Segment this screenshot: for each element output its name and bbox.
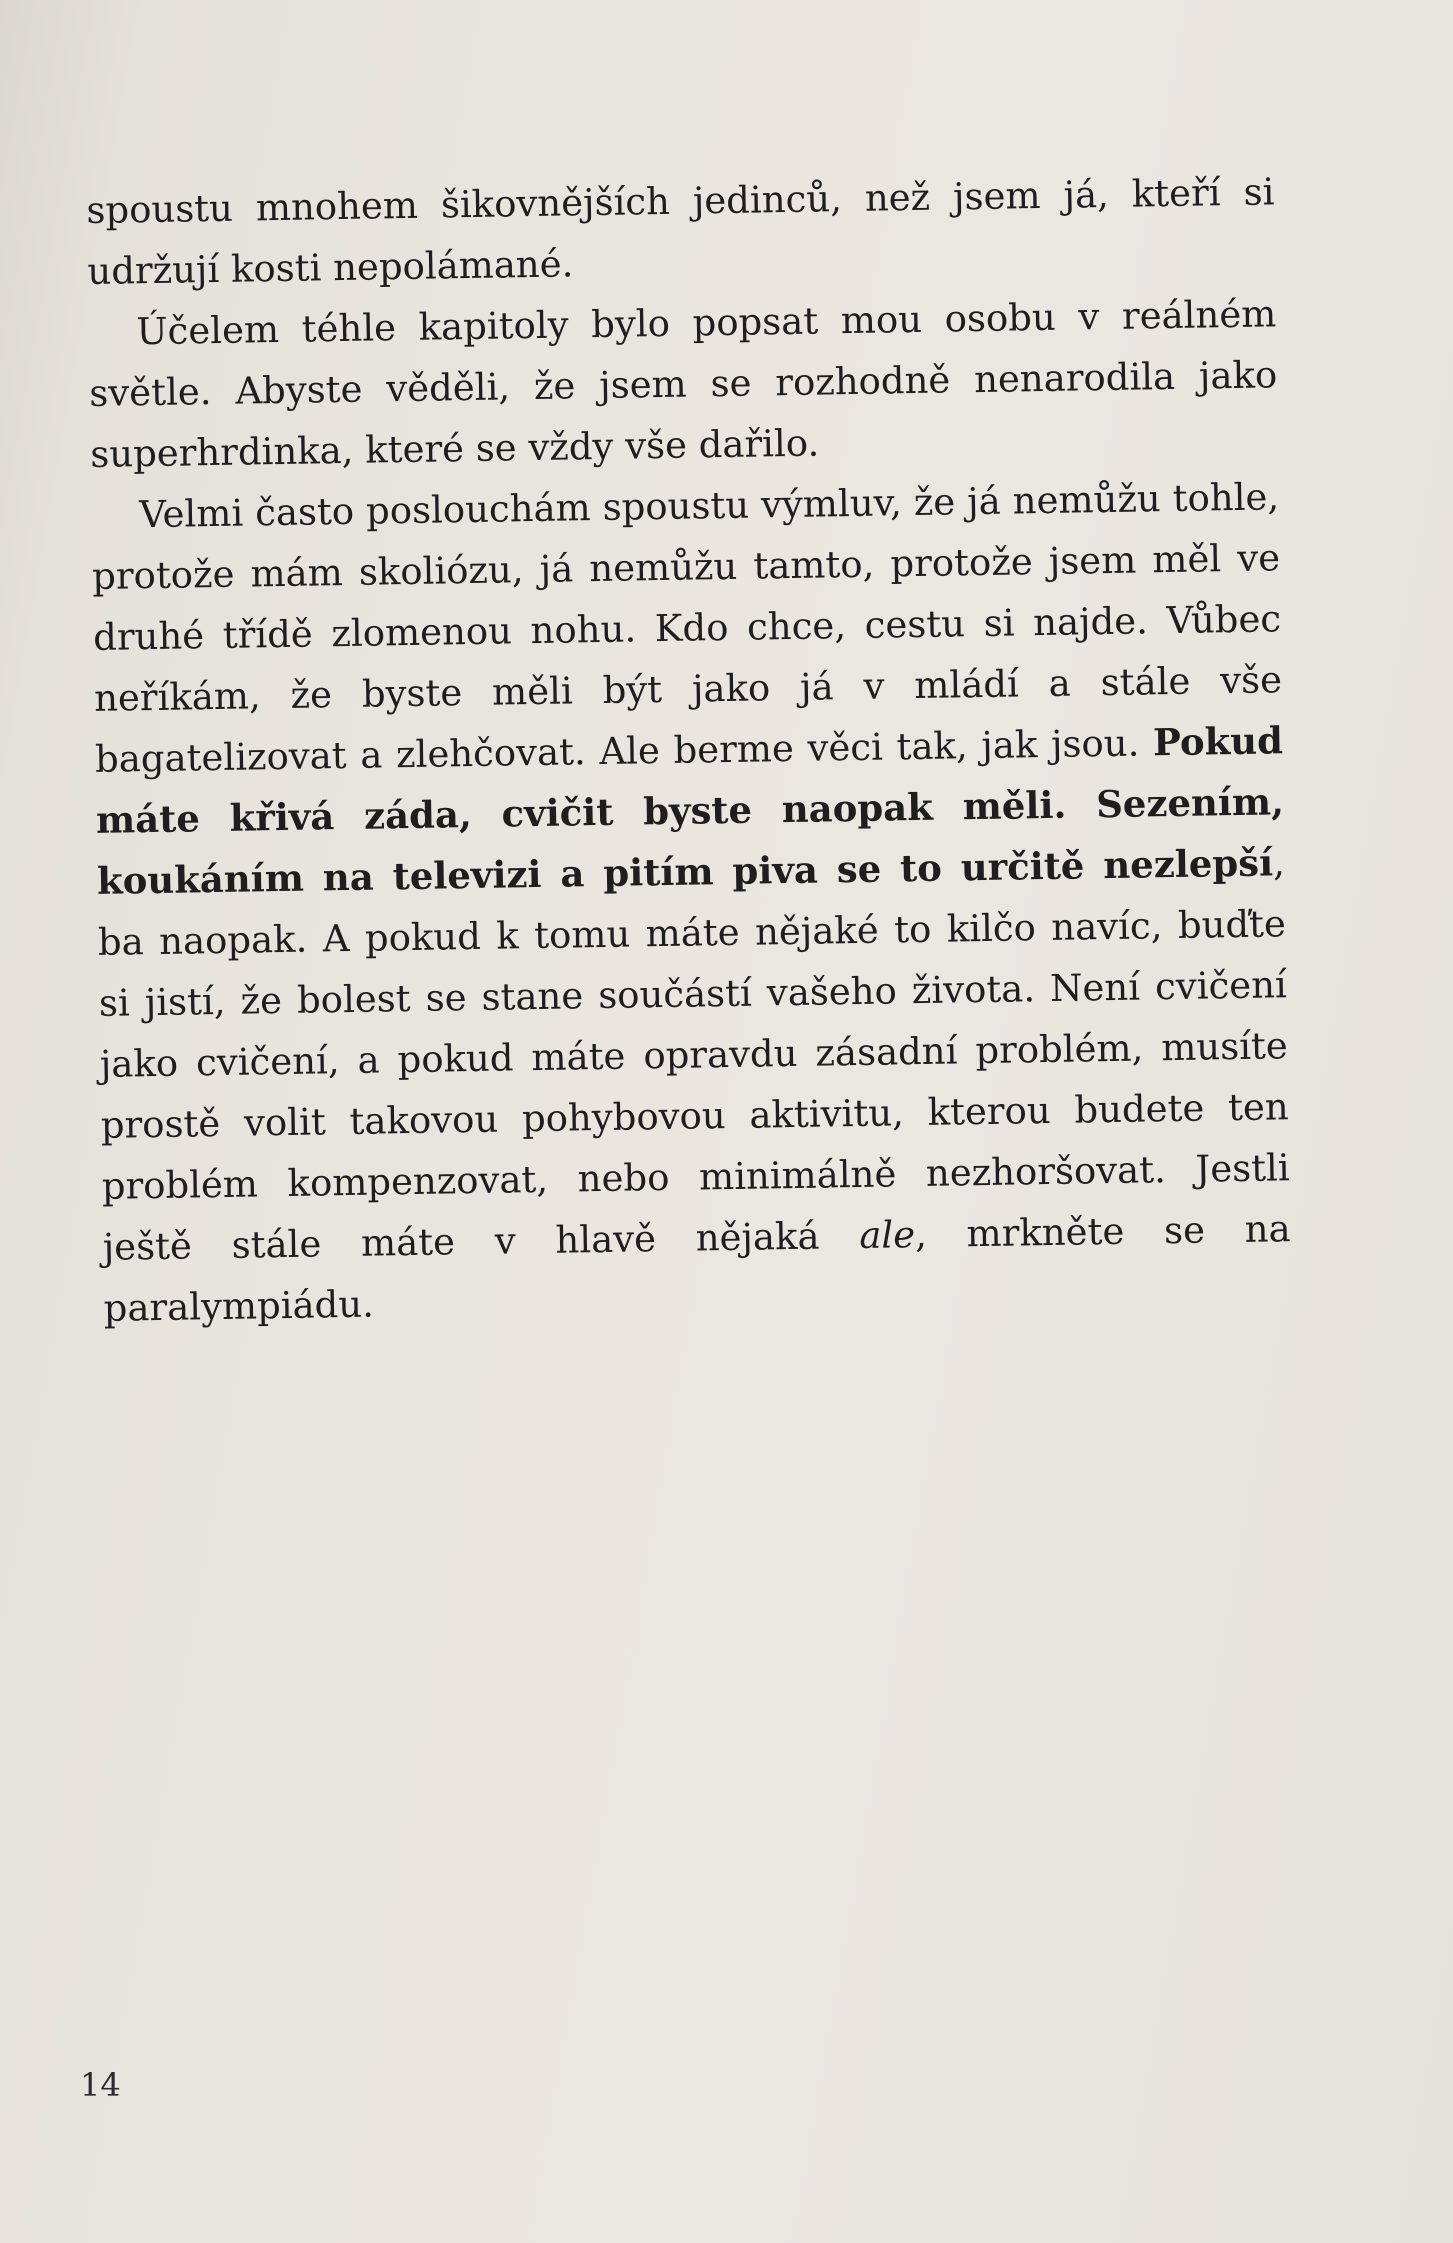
page-number: 14: [80, 2066, 121, 2104]
paragraph-1: spoustu mnohem šikovnějších jedinců, než jsem já, kteří si udržují kosti nepolámané.: [86, 170, 1275, 293]
paragraph-2: Účelem téhle kapitoly bylo popsat mou osobu v reálném světle. Abyste věděli, že jsem se rozhodně nenarodila jako superhrdinka, které se vždy vše dařilo.: [89, 292, 1278, 476]
paragraph-3-bold-text: Pokud máte křivá záda, cvičit byste naopak měli. Sezením, koukáním na televizi a pitím piva se to určitě nezlepší: [95, 718, 1285, 903]
paragraph-3-text-end: , mrkněte se na paralympiádu.: [103, 1207, 1291, 1330]
paragraph-3-italic-word: ale: [858, 1213, 916, 1257]
paragraph-3-text-middle: , ba naopak. A pokud k tomu máte nějaké to kilčo navíc, buďte si jistí, že bolest se stane součástí vašeho života. Není cvičení jako cvičení, a pokud máte opravdu zásadní problém, musíte prostě volit takovou pohybovou aktivitu, kterou budete ten problém kompenzovat, nebo minimálně nezhoršovat. Jestli ještě stále máte v hlavě nějaká: [97, 841, 1291, 1269]
body-text: [86, 161, 1292, 1339]
paragraph-3-text-start: Velmi často poslouchám spoustu výmluv, že já nemůžu tohle, protože mám skoliózu, já nemůžu tamto, protože jsem měl ve druhé třídě zlomenou nohu. Kdo chce, cestu si najde. Vůbec neříkám, že byste měli být jako já v mládí a stále vše bagatelizovat a zlehčovat. Ale berme věci tak, jak jsou.: [91, 475, 1283, 781]
paragraph-3: [91, 466, 1292, 1339]
